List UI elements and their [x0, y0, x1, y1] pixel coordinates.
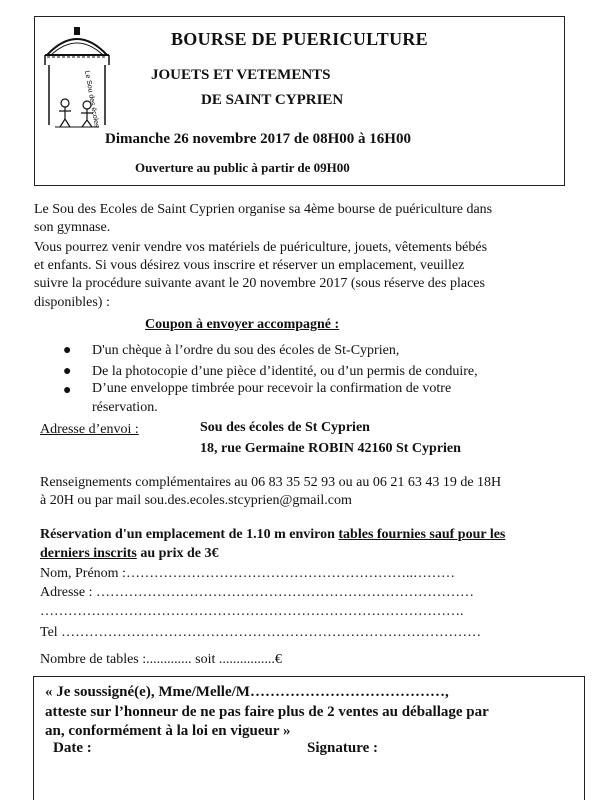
info-line: à 20H ou par mail sou.des.ecoles.stcyprien@gmail.com [40, 493, 352, 508]
reservation-late-note: derniers inscrits [40, 546, 137, 561]
intro-line: suivre la procédure suivante avant le 20 novembre 2017 (sous réserve des places [34, 276, 485, 291]
reservation-text: Réservation d'un emplacement de 1.10 m environ [40, 527, 339, 542]
address-field[interactable]: Adresse : ……………………………………………………………………… [40, 585, 474, 600]
oath-box [33, 676, 585, 800]
tel-field[interactable]: Tel ……………………………………………………………………………… [40, 625, 482, 640]
bullet-icon: ● [63, 364, 72, 379]
oath-line: « Je soussigné(e), Mme/Melle/M…………………………………, [45, 684, 449, 700]
subtitle-toys: JOUETS ET VETEMENTS [151, 67, 331, 83]
page-title: BOURSE DE PUERICULTURE [171, 29, 428, 49]
intro-line: disponibles) : [34, 295, 110, 310]
address-street: 18, rue Germaine ROBIN 42160 St Cyprien [200, 441, 461, 456]
oath-line: an, conformément à la loi en vigueur » [45, 723, 291, 739]
list-item-continued: réservation. [92, 400, 158, 415]
name-field[interactable]: Nom, Prénom :……………………………………………………..……… [40, 566, 455, 581]
reservation-tables-note: tables fournies sauf pour les [338, 527, 506, 542]
info-line: Renseignements complémentaires au 06 83 35 52 93 ou au 06 21 63 43 19 de 18H [40, 475, 502, 490]
reservation-line-1 [40, 526, 505, 544]
address-label: Adresse d’envoi : [40, 422, 139, 437]
list-item: D’une enveloppe timbrée pour recevoir la confirmation de votre [92, 381, 452, 396]
date-label[interactable]: Date : [53, 740, 92, 756]
coupon-heading: Coupon à envoyer accompagné : [145, 317, 340, 332]
event-date: Dimanche 26 novembre 2017 de 08H00 à 16H00 [105, 131, 411, 147]
header-box [34, 16, 565, 186]
reservation-line-2 [40, 545, 219, 563]
intro-line: et enfants. Si vous désirez vous inscrire et réserver un emplacement, veuillez [34, 258, 465, 273]
list-item: D'un chèque à l’ordre du sou des écoles de St-Cyprien, [92, 343, 400, 358]
address-name: Sou des écoles de St Cyprien [200, 420, 370, 435]
intro-line: Le Sou des Ecoles de Saint Cyprien organise sa 4ème bourse de puériculture dans [34, 202, 493, 217]
opening-hours: Ouverture au public à partir de 09H00 [135, 160, 350, 175]
reservation-price: au prix de 3€ [136, 546, 219, 561]
signature-label[interactable]: Signature : [307, 740, 378, 756]
intro-line: son gymnase. [34, 220, 111, 235]
bullet-icon: ● [63, 383, 72, 398]
subtitle-location: DE SAINT CYPRIEN [201, 92, 344, 108]
logo-text: Le Sou des écoles [83, 70, 100, 129]
oath-line: atteste sur l’honneur de ne pas faire plus de 2 ventes au déballage par [45, 704, 489, 720]
bullet-icon: ● [63, 343, 72, 358]
intro-line: Vous pourrez venir vendre vos matériels de puériculture, jouets, vêtements bébés [34, 240, 488, 255]
list-item: De la photocopie d’une pièce d’identité, ou d’un permis de conduire, [92, 364, 478, 379]
address-field-line2[interactable]: ………………………………………………………………………………. [40, 604, 464, 619]
tables-count-field[interactable]: Nombre de tables :............. soit ................€ [40, 652, 282, 667]
